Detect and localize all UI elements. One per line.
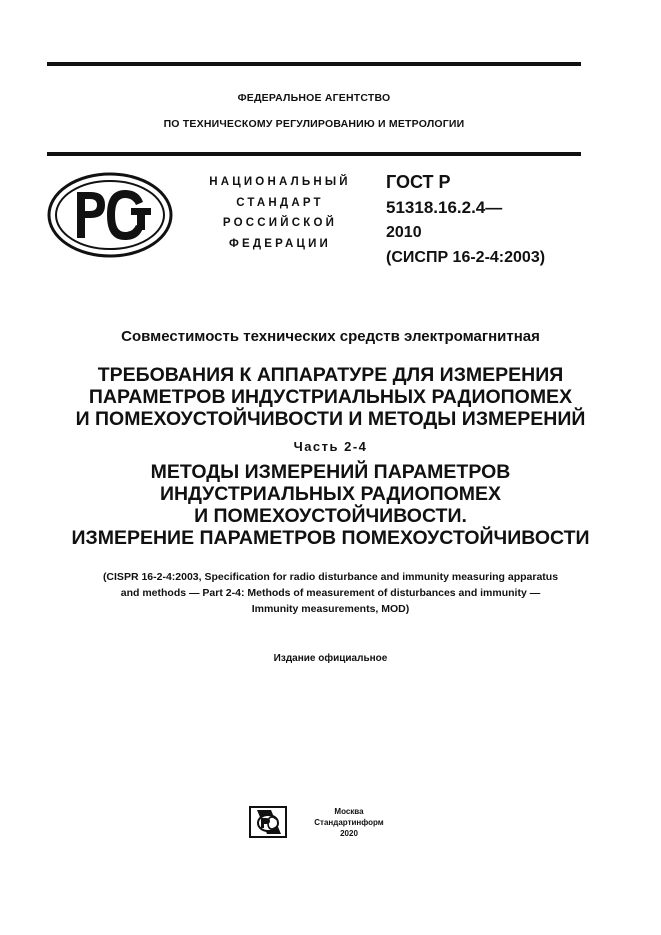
english-line: and methods — Part 2-4: Methods of measurement of disturbances and immunity — [120,587,541,599]
standartinform-logo-icon [249,806,287,838]
top-rule [47,62,581,66]
rst-logo-icon [47,172,173,258]
designation-line: 2010 [386,224,422,241]
document-subtitle: Совместимость технических средств электромагнитная [121,328,540,345]
middle-rule [47,152,581,156]
title-line: ИНДУСТРИАЛЬНЫХ РАДИОПОМЕХ [159,483,502,505]
designation-line: ГОСТ Р [386,172,451,192]
title-line: И ПОМЕХОУСТОЙЧИВОСТИ И МЕТОДЫ ИЗМЕРЕНИЙ [75,408,586,430]
english-reference [40,569,621,617]
publisher-name: Стандартинформ [314,818,384,827]
document-title [20,364,641,430]
title-line: ПАРАМЕТРОВ ИНДУСТРИАЛЬНЫХ РАДИОПОМЕХ [88,386,573,408]
agency-line-2: ПО ТЕХНИЧЕСКОМУ РЕГУЛИРОВАНИЮ И МЕТРОЛОГИИ [163,118,465,130]
title-line: МЕТОДЫ ИЗМЕРЕНИЙ ПАРАМЕТРОВ [150,461,511,483]
agency-line-1: ФЕДЕРАЛЬНОЕ АГЕНТСТВО [237,92,391,104]
publisher-city: Москва [334,807,364,816]
standard-type [185,172,375,254]
english-line: Immunity measurements, MOD) [251,603,410,615]
part-title [20,461,641,549]
standard-type-line: ФЕДЕРАЦИИ [228,237,332,250]
english-line: (CISPR 16-2-4:2003, Specification for radio disturbance and immunity measuring apparatus [102,571,559,583]
standard-type-line: РОССИЙСКОЙ [222,217,338,229]
standard-type-line: СТАНДАРТ [236,196,324,209]
standard-designation [386,170,586,270]
publisher-info [304,806,394,839]
title-line: ИЗМЕРЕНИЕ ПАРАМЕТРОВ ПОМЕХОУСТОЙЧИВОСТИ [71,527,590,549]
edition-label: Издание официальное [273,653,388,664]
part-label: Часть 2-4 [293,439,368,454]
title-line: И ПОМЕХОУСТОЙЧИВОСТИ. [194,505,467,527]
publisher-year: 2020 [340,829,358,838]
title-line: ТРЕБОВАНИЯ К АППАРАТУРЕ ДЛЯ ИЗМЕРЕНИЯ [97,364,564,386]
standard-type-line: НАЦИОНАЛЬНЫЙ [209,176,351,188]
designation-line: 51318.16.2.4— [386,198,503,217]
designation-line: (СИСПР 16-2-4:2003) [386,249,546,266]
